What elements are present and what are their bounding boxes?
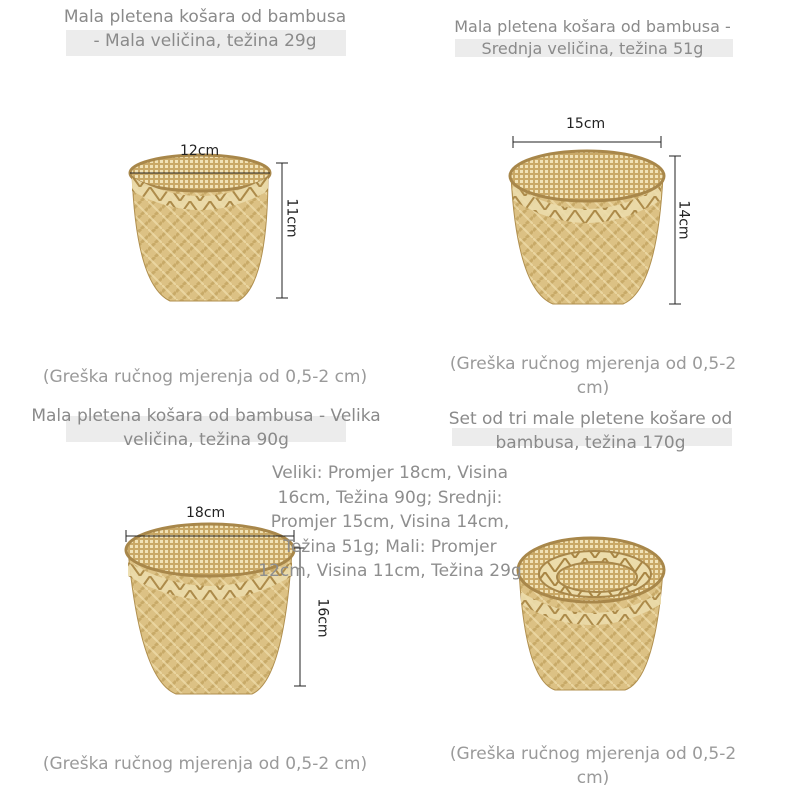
caption-large-basket: Mala pletena košara od bambusa - Velika veličina, težina 90g xyxy=(31,406,381,450)
height-label-small: 11cm xyxy=(283,198,300,238)
dimensions-summary-text: Veliki: Promjer 18cm, Visina 16cm, Težina 90g; Srednji: Promjer 15cm, Visina 14cm, Težina 51g; Mali: Promjer 12cm, Visina 11cm, Težina 29g xyxy=(258,463,522,581)
basket-set-image xyxy=(515,530,675,700)
width-label-medium: 15cm xyxy=(566,116,606,132)
measurement-note: (Greška ručnog mjerenja od 0,5-2 cm) xyxy=(449,354,737,398)
width-label-small: 12cm xyxy=(180,143,220,159)
height-label-medium: 14cm xyxy=(675,200,692,240)
caption-small-basket: Mala pletena košara od bambusa - Mala veličina, težina 29g xyxy=(63,7,347,51)
measurement-note: (Greška ručnog mjerenja od 0,5-2 cm) xyxy=(449,744,737,788)
measurement-note: (Greška ručnog mjerenja od 0,5-2 cm) xyxy=(42,367,368,387)
measurement-note: (Greška ručnog mjerenja od 0,5-2 cm) xyxy=(42,754,368,774)
caption-medium-basket: Mala pletena košara od bambusa - Srednja veličina, težina 51g xyxy=(454,17,731,58)
height-label-large: 16cm xyxy=(314,598,331,638)
width-label-large: 18cm xyxy=(186,505,226,521)
caption-basket-set: Set od tri male pletene košare od bambusa, težina 170g xyxy=(448,409,733,453)
